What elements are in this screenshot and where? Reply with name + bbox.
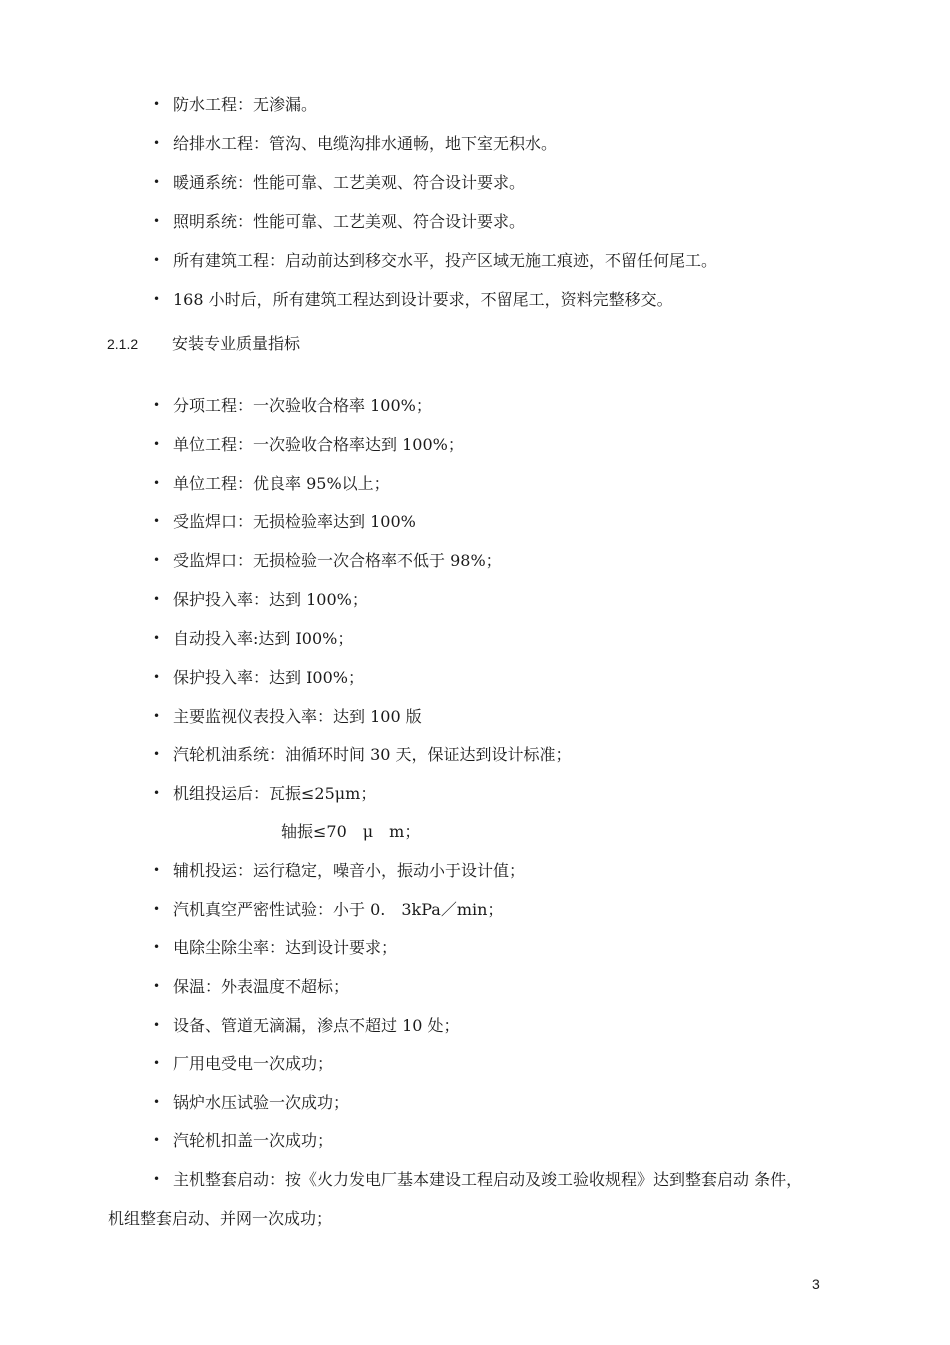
bullet-marker: • (153, 253, 161, 267)
list-item: 锅炉水压试验一次成功； (173, 1093, 350, 1112)
bullet-marker: • (153, 709, 161, 723)
bullet-marker: • (153, 398, 161, 412)
list-item: 汽轮机油系统：油循环时间 30 天，保证达到设计标准； (173, 745, 572, 764)
list-item: 单位工程：优良率 95%以上； (173, 474, 390, 493)
bullet-marker: • (153, 175, 161, 189)
list-item: 主要监视仪表投入率：达到 100 版 (173, 707, 422, 726)
list-item: 分项工程：一次验收合格率 100%； (173, 396, 432, 415)
list-item: 给排水工程：管沟、电缆沟排水通畅，地下室无积水。 (173, 134, 558, 153)
list-item: 汽机真空严密性试验：小于 0. 3kPa／min； (173, 900, 504, 919)
list-item: 电除尘除尘率：达到设计要求； (173, 938, 398, 957)
bullet-marker: • (153, 214, 161, 228)
bullet-marker: • (153, 940, 161, 954)
bullet-marker: • (153, 979, 161, 993)
bullet-marker: • (153, 97, 161, 111)
bullet-marker: • (153, 902, 161, 916)
section-number: 2.1.2 (107, 336, 139, 352)
list-item-continuation: 机组整套启动、并网一次成功； (108, 1209, 333, 1228)
list-item: 照明系统：性能可靠、工艺美观、符合设计要求。 (173, 212, 526, 231)
list-item: 168 小时后，所有建筑工程达到设计要求，不留尾工，资料完整移交。 (173, 290, 673, 309)
list-item: 厂用电受电一次成功； (173, 1054, 334, 1073)
list-item: 保温：外表温度不超标； (173, 977, 350, 996)
bullet-marker: • (153, 553, 161, 567)
list-item: 设备、管道无滴漏，渗点不超过 10 处； (173, 1016, 460, 1035)
list-item: 汽轮机扣盖一次成功； (173, 1131, 334, 1150)
list-item: 机组投运后：瓦振≤25μm； (173, 784, 377, 803)
list-item: 单位工程：一次验收合格率达到 100%； (173, 435, 464, 454)
bullet-marker: • (153, 1172, 161, 1186)
bullet-marker: • (153, 631, 161, 645)
list-item-continuation: 轴振≤70 μ m； (281, 822, 421, 841)
bullet-marker: • (153, 136, 161, 150)
list-item: 保护投入率：达到 100%； (173, 590, 368, 609)
bullet-marker: • (153, 786, 161, 800)
bullet-marker: • (153, 292, 161, 306)
list-item: 防水工程：无渗漏。 (173, 95, 318, 114)
list-item: 所有建筑工程：启动前达到移交水平，投产区域无施工痕迹，不留任何尾工。 (173, 251, 718, 270)
bullet-marker: • (153, 592, 161, 606)
bullet-marker: • (153, 747, 161, 761)
list-item: 自动投入率:达到 I00%； (173, 629, 354, 648)
bullet-marker: • (153, 1133, 161, 1147)
bullet-marker: • (153, 1018, 161, 1032)
list-item: 受监焊口：无损检验一次合格率不低于 98%； (173, 551, 502, 570)
list-item: 辅机投运：运行稳定，噪音小，振动小于设计值； (173, 861, 526, 880)
bullet-marker: • (153, 514, 161, 528)
bullet-marker: • (153, 863, 161, 877)
list-item: 暖通系统：性能可靠、工艺美观、符合设计要求。 (173, 173, 526, 192)
bullet-marker: • (153, 1095, 161, 1109)
list-item: 主机整套启动：按《火力发电厂基本建设工程启动及竣工验收规程》达到整套启动 条件， (173, 1170, 803, 1189)
bullet-marker: • (153, 1056, 161, 1070)
list-item: 受监焊口：无损检验率达到 100% (173, 512, 416, 531)
list-item: 保护投入率：达到 I00%； (173, 668, 364, 687)
bullet-marker: • (153, 670, 161, 684)
bullet-marker: • (153, 476, 161, 490)
section-title: 安装专业质量指标 (172, 334, 301, 353)
page-number: 3 (812, 1276, 820, 1292)
bullet-marker: • (153, 437, 161, 451)
